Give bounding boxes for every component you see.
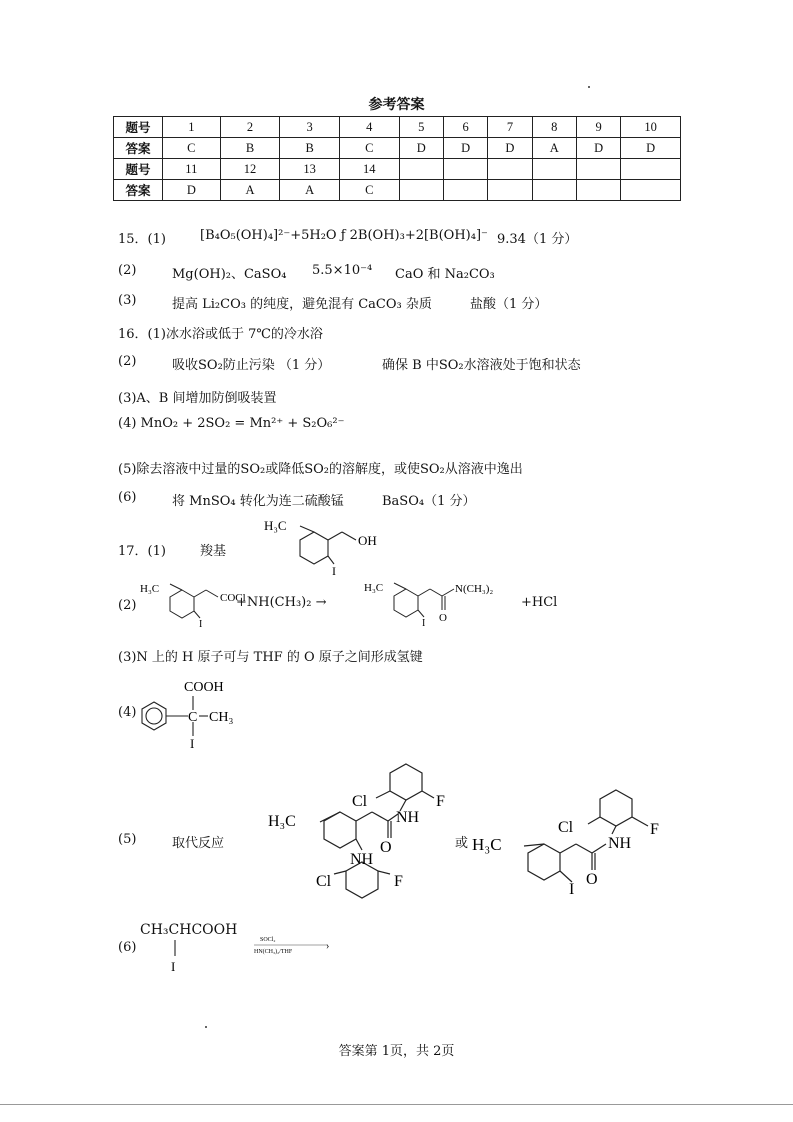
- reagent-1: SOCl₂: [260, 937, 276, 943]
- table-row: [114, 117, 681, 138]
- q17-1-num: 17．(1): [118, 544, 166, 559]
- q15-3-b: 盐酸（1 分）: [470, 297, 548, 312]
- table-cell: D: [399, 138, 443, 159]
- table-cell: 9: [576, 117, 620, 138]
- table-cell: C: [339, 138, 399, 159]
- iodine-label: I: [569, 881, 575, 898]
- table-cell: [576, 159, 620, 180]
- q17-5-a: 取代反应: [172, 836, 225, 851]
- structure-iodo-amide: [472, 778, 696, 898]
- q15-2-num: (2): [118, 263, 137, 278]
- carbon-label: C: [188, 710, 198, 725]
- table-cell: [488, 180, 532, 201]
- structure-phenyl-acid: [136, 676, 246, 752]
- page-title: 参考答案: [368, 97, 425, 113]
- table-cell: 6: [443, 117, 487, 138]
- q17-2-num: (2): [118, 598, 137, 613]
- table-cell: B: [220, 138, 280, 159]
- ch3-label: H₃C: [268, 813, 296, 830]
- q15-2-c: CaO 和 Na₂CO₃: [395, 267, 495, 282]
- table-cell: [399, 159, 443, 180]
- q15-reaction: [B₄O₅(OH)₄]²⁻+5H₂O ƒ 2B(OH)₃+2[B(OH)₄]⁻: [200, 228, 488, 243]
- answer-table: [113, 116, 681, 201]
- table-cell: A: [280, 180, 340, 201]
- table-cell: 2: [220, 117, 280, 138]
- ch3-label: H₃C: [364, 582, 384, 594]
- table-cell: D: [576, 138, 620, 159]
- reagent-2: HN(CH₃)₂/THF: [254, 949, 293, 955]
- f-label-2: F: [394, 873, 403, 890]
- q15-num: 15．(1): [118, 232, 166, 247]
- ch3-label: CH₃: [209, 710, 234, 725]
- speck: [205, 1026, 207, 1028]
- row-header: 题号: [114, 117, 163, 138]
- table-cell: [576, 180, 620, 201]
- row-header: 答案: [114, 180, 163, 201]
- table-cell: B: [280, 138, 340, 159]
- ch3-label: H₃C: [140, 583, 160, 595]
- table-cell: A: [532, 138, 576, 159]
- iodine-label: I: [171, 959, 176, 974]
- oh-label: OH: [358, 533, 377, 548]
- nh-label: NH: [396, 809, 420, 826]
- cl-label: Cl: [352, 793, 368, 810]
- q17-6-reactant: CH₃CHCOOH: [140, 922, 238, 938]
- q15-value: 9.34（1 分）: [497, 232, 578, 247]
- nh-label: NH: [608, 835, 632, 852]
- ch3-label: H₃C: [472, 835, 502, 854]
- table-cell: 14: [339, 159, 399, 180]
- q17-6-num: (6): [118, 940, 137, 955]
- table-cell: [532, 159, 576, 180]
- q15-2-a: Mg(OH)₂、CaSO₄: [172, 267, 287, 282]
- table-cell: [621, 159, 681, 180]
- q16-2-num: (2): [118, 354, 137, 369]
- cl-label-2: Cl: [316, 873, 332, 890]
- q15-3-a: 提高 Li₂CO₃ 的纯度，避免混有 CaCO₃ 杂质: [172, 297, 432, 312]
- nh-label-2: NH: [350, 851, 374, 868]
- reaction-arrow: [252, 934, 336, 956]
- q16-4: (4) MnO₂ + 2SO₂ = Mn²⁺ + S₂O₆²⁻: [118, 416, 345, 431]
- q17-2-byproduct: +HCl: [521, 595, 558, 610]
- table-cell: [532, 180, 576, 201]
- q15-3-num: (3): [118, 293, 137, 308]
- f-label: F: [436, 793, 445, 810]
- table-row: [114, 138, 681, 159]
- row-header: 答案: [114, 138, 163, 159]
- table-cell: [443, 180, 487, 201]
- table-cell: 5: [399, 117, 443, 138]
- table-cell: 13: [280, 159, 340, 180]
- iodine-label: I: [199, 619, 203, 630]
- structure-amide: [360, 576, 520, 630]
- table-cell: 12: [220, 159, 280, 180]
- table-cell: [443, 159, 487, 180]
- q16-1: 16．(1)冰水浴或低于 7℃的冷水浴: [118, 327, 323, 342]
- q17-5-num: (5): [118, 832, 137, 847]
- q16-6-a: 将 MnSO₄ 转化为连二硫酸锰: [172, 494, 344, 509]
- table-cell: C: [163, 138, 221, 159]
- structure-iodo-acid-bond: [160, 938, 190, 974]
- table-cell: [621, 180, 681, 201]
- table-cell: 8: [532, 117, 576, 138]
- cooh-label: COOH: [184, 680, 224, 695]
- iodine-label: I: [190, 736, 195, 751]
- table-cell: D: [488, 138, 532, 159]
- table-cell: 4: [339, 117, 399, 138]
- table-cell: D: [163, 180, 221, 201]
- table-row: [114, 159, 681, 180]
- table-cell: 7: [488, 117, 532, 138]
- structure-alcohol: [262, 518, 397, 578]
- svg-text:›: ›: [326, 941, 330, 952]
- q17-2-reagent: +NH(CH₃)₂ →: [236, 595, 327, 610]
- amine-label: N(CH₃)₂: [455, 583, 494, 595]
- q15-2-b: 5.5×10⁻⁴: [312, 263, 373, 278]
- table-cell: A: [220, 180, 280, 201]
- cl-label: Cl: [558, 819, 574, 836]
- table-cell: [488, 159, 532, 180]
- q16-3: (3)A、B 间增加防倒吸装置: [118, 391, 277, 406]
- q17-3: (3)N 上的 H 原子可与 THF 的 O 原子之间形成氢键: [118, 650, 423, 665]
- speck: [588, 86, 590, 88]
- bottom-divider: [0, 1104, 793, 1105]
- page-footer: 答案第 1页，共 2页: [338, 1044, 455, 1059]
- table-cell: 1: [163, 117, 221, 138]
- q16-2-a: 吸收SO₂防止污染 （1 分）: [172, 358, 331, 373]
- table-cell: 11: [163, 159, 221, 180]
- q16-5: (5)除去溶液中过量的SO₂或降低SO₂的溶解度，或使SO₂从溶液中逸出: [118, 462, 523, 477]
- row-header: 题号: [114, 159, 163, 180]
- table-cell: D: [443, 138, 487, 159]
- table-cell: 10: [621, 117, 681, 138]
- table-row: [114, 180, 681, 201]
- oxygen-label: O: [380, 839, 392, 856]
- q17-1-a: 羧基: [200, 544, 227, 559]
- q16-6-num: (6): [118, 490, 137, 505]
- cocl-label: COCl: [220, 592, 246, 604]
- oxygen-label: O: [439, 612, 447, 624]
- q16-2-b: 确保 B 中SO₂水溶液处于饱和状态: [382, 358, 581, 373]
- q17-4-num: (4): [118, 705, 137, 720]
- iodine-label: I: [422, 618, 426, 629]
- structure-diarylamine: [264, 758, 460, 894]
- table-cell: D: [621, 138, 681, 159]
- ch3-label: H₃C: [264, 518, 287, 533]
- q16-6-b: BaSO₄（1 分）: [382, 494, 476, 509]
- table-cell: [399, 180, 443, 201]
- structure-acyl-chloride: [136, 578, 246, 630]
- oxygen-label: O: [586, 871, 598, 888]
- table-cell: 3: [280, 117, 340, 138]
- q17-5-or: 或: [455, 836, 469, 851]
- f-label: F: [650, 821, 659, 838]
- iodine-label: I: [332, 564, 336, 578]
- table-cell: C: [339, 180, 399, 201]
